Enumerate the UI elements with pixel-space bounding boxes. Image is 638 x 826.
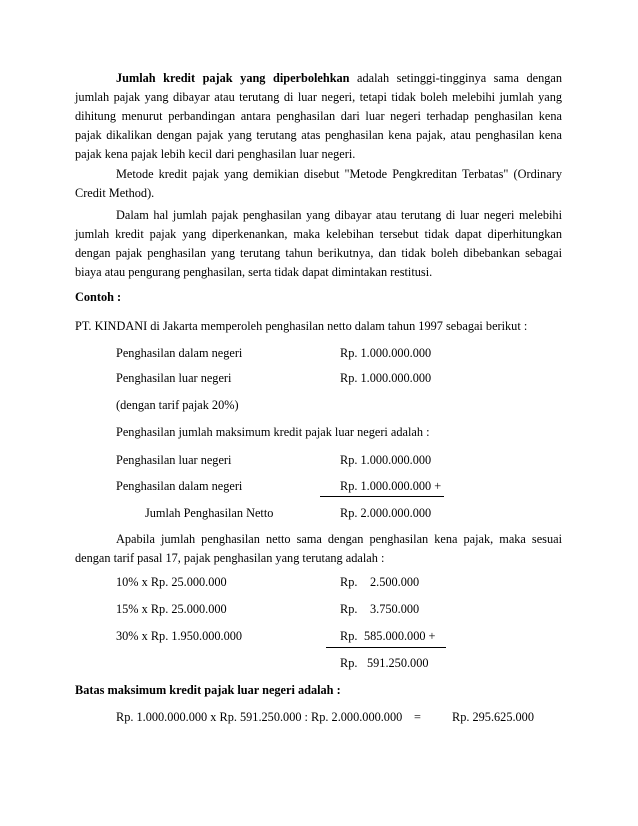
row-value: Rp. 1.000.000.000 <box>340 371 432 385</box>
paragraph-text: Metode kredit pajak yang demikian disebut "Metode Pengkreditan Terbatas" (Ordinary Credit Method). <box>75 167 562 200</box>
row-label: Penghasilan dalam negeri <box>116 346 243 360</box>
term-bold: Jumlah kredit pajak yang diperbolehkan <box>116 71 350 85</box>
tarif-note: (dengan tarif pajak 20%) <box>116 398 239 412</box>
row-value: Rp. 1.000.000.000 <box>340 453 432 467</box>
paragraph-text: Dalam hal jumlah pajak penghasilan yang dibayar atau terutang di luar negeri melebihi jumlah kredit pajak yang diperkenankan, maka kelebihan tersebut tidak dapat diperhitungkan dengan pajak penghasilan yang terutang tahun berikutnya, dan tidak boleh dibebankan sebagai biaya atau pengurang penghasilan, serta tidak dapat dimintakan restitusi. <box>75 208 562 279</box>
paragraph-text: adalah setinggi-tingginya sama dengan jumlah pajak yang dibayar atau terutang di luar negeri, tetapi tidak boleh melebihi jumlah yang dihitung menurut perbandingan antara penghasilan dari luar negeri terhadap penghasilan kena pajak dikalikan dengan pajak yang terutang atas penghasilan kena pajak, atau penghasilan kena pajak kena pajak lebih kecil dari penghasilan luar negeri. <box>75 71 562 161</box>
paragraph-kelebihan <box>75 206 562 282</box>
tax-underline <box>326 647 446 648</box>
tax-total-rp: Rp. <box>340 656 358 670</box>
row-label: Penghasilan dalam negeri <box>116 479 243 493</box>
tax-label: 15% x Rp. 25.000.000 <box>116 602 227 616</box>
total-value: Rp. 2.000.000.000 <box>340 506 432 520</box>
tax-label: 10% x Rp. 25.000.000 <box>116 575 227 589</box>
row-label: Penghasilan luar negeri <box>116 371 232 385</box>
batas-heading: Batas maksimum kredit pajak luar negeri adalah : <box>75 683 341 697</box>
row-label: Penghasilan luar negeri <box>116 453 232 467</box>
contoh-intro: PT. KINDANI di Jakarta memperoleh penghasilan netto dalam tahun 1997 sebagai berikut : <box>75 319 528 333</box>
paragraph-apabila <box>75 530 562 568</box>
paragraph-metode <box>75 165 562 203</box>
row-value: Rp. 1.000.000.000 <box>340 346 432 360</box>
equals-sign: = <box>414 710 421 724</box>
tax-rp: Rp. <box>340 575 358 589</box>
tax-rp: Rp. <box>340 629 358 643</box>
row-value: Rp. 1.000.000.000 + <box>340 479 442 493</box>
tax-rp: Rp. <box>340 602 358 616</box>
sum-underline <box>320 496 444 497</box>
paragraph-kredit-pajak <box>75 69 562 164</box>
paragraph-text: Apabila jumlah penghasilan netto sama dengan penghasilan kena pajak, maka sesuai dengan tarif pasal 17, pajak penghasilan yang terutang adalah : <box>75 532 562 565</box>
tax-amount: 2.500.000 <box>370 575 420 589</box>
formula-result: Rp. 295.625.000 <box>452 710 534 724</box>
tax-amount: 3.750.000 <box>370 602 420 616</box>
total-label: Jumlah Penghasilan Netto <box>145 506 274 520</box>
tax-amount: 585.000.000 + <box>364 629 436 643</box>
formula: Rp. 1.000.000.000 x Rp. 591.250.000 : Rp. 2.000.000.000 <box>116 710 403 724</box>
contoh-heading: Contoh : <box>75 290 122 304</box>
max-text: Penghasilan jumlah maksimum kredit pajak luar negeri adalah : <box>116 425 430 439</box>
tax-label: 30% x Rp. 1.950.000.000 <box>116 629 243 643</box>
tax-total-amount: 591.250.000 <box>367 656 429 670</box>
